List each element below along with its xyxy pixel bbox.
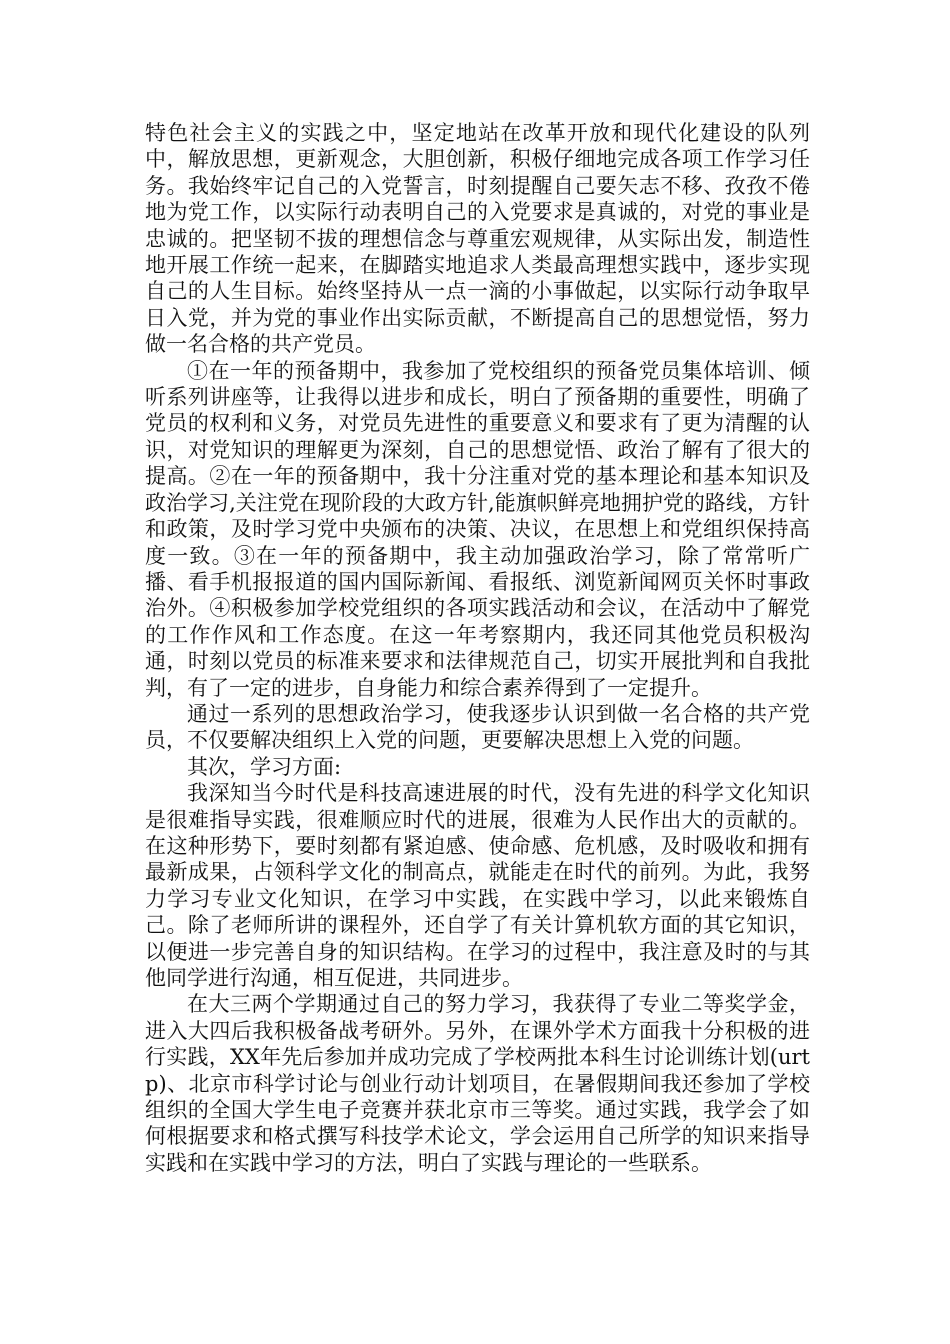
- paragraph-party-commitment: 特色社会主义的实践之中，坚定地站在改革开放和现代化建设的队列中，解放思想，更新观念，大胆创新，积极仔细地完成各项工作学习任务。我始终牢记自己的入党誓言，时刻提醒自己要矢志不移、孜孜不倦地为党工作，以实际行动表明自己的入党要求是真诚的，对党的事业是忠诚的。把坚韧不拔的理想信念与尊重宏观规律，从实际出发，制造性地开展工作统一起来，在脚踏实地追求人类最高理想实践中，逐步实现自己的人生目标。始终坚持从一点一滴的小事做起，以实际行动争取早日入党，并为党的事业作出实际贡献，不断提高自己的思想觉悟，努力做一名合格的共产党员。: [145, 121, 810, 357]
- paragraph-study-achievements: 在大三两个学期通过自己的努力学习，我获得了专业二等奖学金，进入大四后我积极备战考研外。另外，在课外学术方面我十分积极的进行实践，XX年先后参加并成功完成了学校两批本科生讨论训练计划(urtp)、北京市科学讨论与创业行动计划项目，在暑假期间我还参加了学校组织的全国大学生电子竞赛并获北京市三等奖。通过实践，我学会了如何根据要求和格式撰写科技学术论文，学会运用自己所学的知识来指导实践和在实践中学习的方法，明白了实践与理论的一些联系。: [145, 992, 810, 1175]
- document-body: [145, 120, 810, 1176]
- paragraph-political-study: 通过一系列的思想政治学习，使我逐步认识到做一名合格的共产党员，不仅要解决组织上入党的问题，更要解决思想上入党的问题。: [145, 701, 810, 753]
- paragraph-study-knowledge: 我深知当今时代是科技高速进展的时代，没有先进的科学文化知识是很难指导实践，很难顺应时代的进展，很难为人民作出大的贡献的。在这种形势下，要时刻都有紧迫感、使命感、危机感，及时吸收和拥有最新成果，占领科学文化的制高点，就能走在时代的前列。为此，我努力学习专业文化知识，在学习中实践，在实践中学习，以此来锻炼自己。除了老师所讲的课程外，还自学了有关计算机软方面的其它知识，以便进一步完善自身的知识结构。在学习的过程中，我注意及时的与其他同学进行沟通，相互促进，共同进步。: [145, 781, 810, 990]
- paragraph-probation-period: ①在一年的预备期中，我参加了党校组织的预备党员集体培训、倾听系列讲座等，让我得以进步和成长，明白了预备期的重要性，明确了党员的权利和义务，对党员先进性的重要意义和要求有了更为清醒的认识，对党知识的理解更为深刻，自己的思想觉悟、政治了解有了很大的提高。②在一年的预备期中，我十分注重对党的基本理论和基本知识及政治学习,关注党在现阶段的大政方针,能旗帜鲜亮地拥护党的路线，方针和政策，及时学习党中央颁布的决策、决议，在思想上和党组织保持高度一致。③在一年的预备期中，我主动加强政治学习，除了常常听广播、看手机报报道的国内国际新闻、看报纸、浏览新闻网页关怀时事政治外。④积极参加学校党组织的各项实践活动和会议，在活动中了解党的工作作风和工作态度。在这一年考察期内，我还同其他党员积极沟通，时刻以党员的标准来要求和法律规范自己，切实开展批判和自我批判，有了一定的进步，自身能力和综合素养得到了一定提升。: [145, 358, 810, 700]
- section-heading-study: 其次，学习方面:: [187, 754, 342, 779]
